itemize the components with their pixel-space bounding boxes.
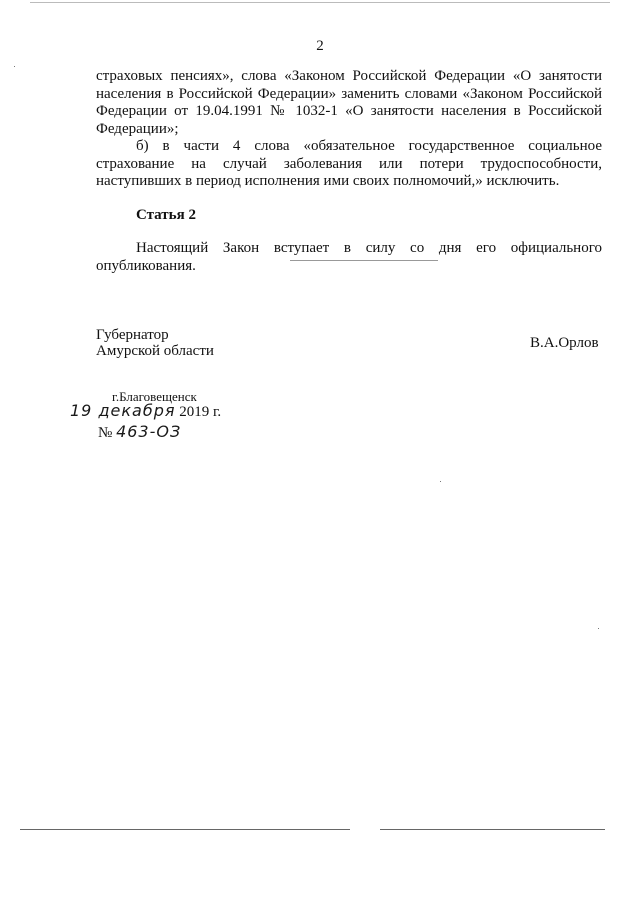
signatory-name: В.А.Орлов [530,335,599,351]
scan-artifact-dot [14,66,15,67]
scan-artifact-dot [440,481,441,482]
signatory-title-line-1: Губернатор [96,327,169,343]
handwritten-law-number: 463-ОЗ [116,422,182,441]
law-number [98,422,181,442]
scan-artifact-dot [598,628,599,629]
paragraph-continued: страховых пенсиях», слова «Законом Российской Федерации «О занятости населения в Российской Федерации» заменить словами «Законом Российской Федерации от 19.04.1991 № 1032-1 «О занятости населения в Российской Федерации»; [96,68,602,137]
article-2-heading: Статья 2 [136,207,196,223]
place-of-signing: г.Благовещенск [112,389,197,404]
signatory-title-line-2: Амурской области [96,343,214,359]
scan-artifact-top [30,2,610,3]
paragraph-item-b: б) в части 4 слова «обязательное государственное социальное страхование на случай заболевания или потери трудоспособности, наступивших в период исполнения ими своих полномочий,» исключить. [96,138,602,189]
page-number: 2 [316,38,324,54]
scan-artifact-underline [290,260,438,261]
signatory-title [96,327,214,359]
signing-date [70,401,221,421]
handwritten-date: 19 декабря [70,401,176,420]
article-2-text: Настоящий Закон вступает в силу со дня его официального опубликования. [96,240,602,274]
number-sign: № [98,425,113,441]
scan-artifact-bottom-left [20,829,350,830]
scan-artifact-bottom-right [380,829,605,830]
date-year: 2019 г. [179,404,222,420]
